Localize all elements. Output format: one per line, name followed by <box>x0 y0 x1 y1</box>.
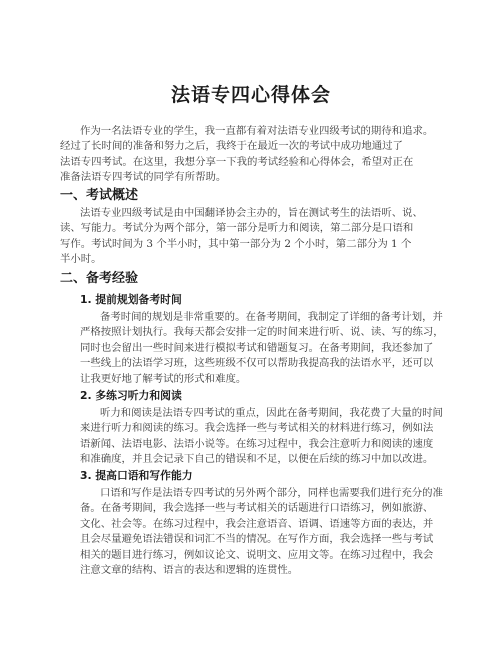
section-heading-overview: 一、考试概述 <box>60 188 139 203</box>
plan-time-line: 一些线上的法语学习班，这些班级不仅可以帮助我提高我的法语水平，还可以 <box>80 357 434 370</box>
plan-time-line: 让我更好地了解考试的形式和难度。 <box>80 372 247 385</box>
overview-line: 法语专业四级考试是由中国翻译协会主办的，旨在测试考生的法语听、说、 <box>80 207 423 219</box>
subheading-speaking-writing: 3. 提高口语和写作能力 <box>80 469 193 482</box>
plan-time-line: 同时也会留出一些时间来进行模拟考试和错题复习。在备考期间，我还参加了 <box>80 341 434 354</box>
intro-line: 作为一名法语专业的学生，我一直都有着对法语专业四级考试的期待和追求。 <box>80 125 434 137</box>
speaking-writing-line: 注意文章的结构、语言的表达和逻辑的连贯性。 <box>80 564 299 577</box>
overview-paragraph <box>60 206 423 268</box>
plan-time-line: 严格按照计划执行。我每天都会安排一定的时间来进行听、说、读、写的练习， <box>80 326 444 339</box>
speaking-writing-paragraph <box>80 486 443 578</box>
listening-reading-line: 语新闻、法语电影、法语小说等。在练习过程中，我会注意听力和阅读的速度 <box>80 437 434 450</box>
speaking-writing-line: 口语和写作是法语专四考试的另外两个部分，同样也需要我们进行充分的准 <box>100 487 443 499</box>
subheading-plan-time: 1. 提前规划备考时间 <box>80 293 182 306</box>
subheading-listening-reading: 2. 多练习听力和阅读 <box>80 389 182 402</box>
document-title: 法语专四心得体会 <box>170 84 331 106</box>
overview-line: 半小时。 <box>60 253 102 266</box>
intro-paragraph <box>60 124 433 186</box>
speaking-writing-line: 文化、社会等。在练习过程中，我会注意语音、语调、语速等方面的表达，并 <box>80 517 434 530</box>
section-heading-experience: 二、备考经验 <box>60 271 139 286</box>
overview-line: 写作。考试时间为 3 个半小时，其中第一部分为 2 个小时，第二部分为 1 个 <box>60 237 412 250</box>
listening-reading-line: 来进行听力和阅读的练习。我会选择一些与考试相关的材料进行练习，例如法 <box>80 422 434 435</box>
intro-line: 经过了长时间的准备和努力之后，我终于在最近一次的考试中成功地通过了 <box>60 140 403 153</box>
overview-line: 读、写能力。考试分为两个部分，第一部分是听力和阅读，第二部分是口语和 <box>60 222 414 235</box>
listening-reading-line: 听力和阅读是法语专四考试的重点，因此在备考期间，我花费了大量的时间 <box>100 407 443 419</box>
listening-reading-line: 和准确度，并且会记录下自己的错误和不足，以便在后续的练习中加以改进。 <box>80 453 434 466</box>
intro-line: 法语专四考试。在这里，我想分享一下我的考试经验和心得体会，希望对正在 <box>60 155 414 168</box>
speaking-writing-line: 相关的题目进行练习，例如议论文、说明文、应用文等。在练习过程中，我会 <box>80 548 434 561</box>
plan-time-paragraph <box>80 310 444 387</box>
intro-line: 准备法语专四考试的同学有所帮助。 <box>60 171 227 184</box>
speaking-writing-line: 且会尽量避免语法错误和词汇不当的情况。在写作方面，我会选择一些与考试 <box>80 533 434 546</box>
listening-reading-paragraph <box>80 406 443 468</box>
plan-time-line: 备考时间的规划是非常重要的。在备考期间，我制定了详细的备考计划，并 <box>100 311 443 323</box>
speaking-writing-line: 备。在备考期间，我会选择一些与考试相关的话题进行口语练习，例如旅游、 <box>80 502 434 515</box>
